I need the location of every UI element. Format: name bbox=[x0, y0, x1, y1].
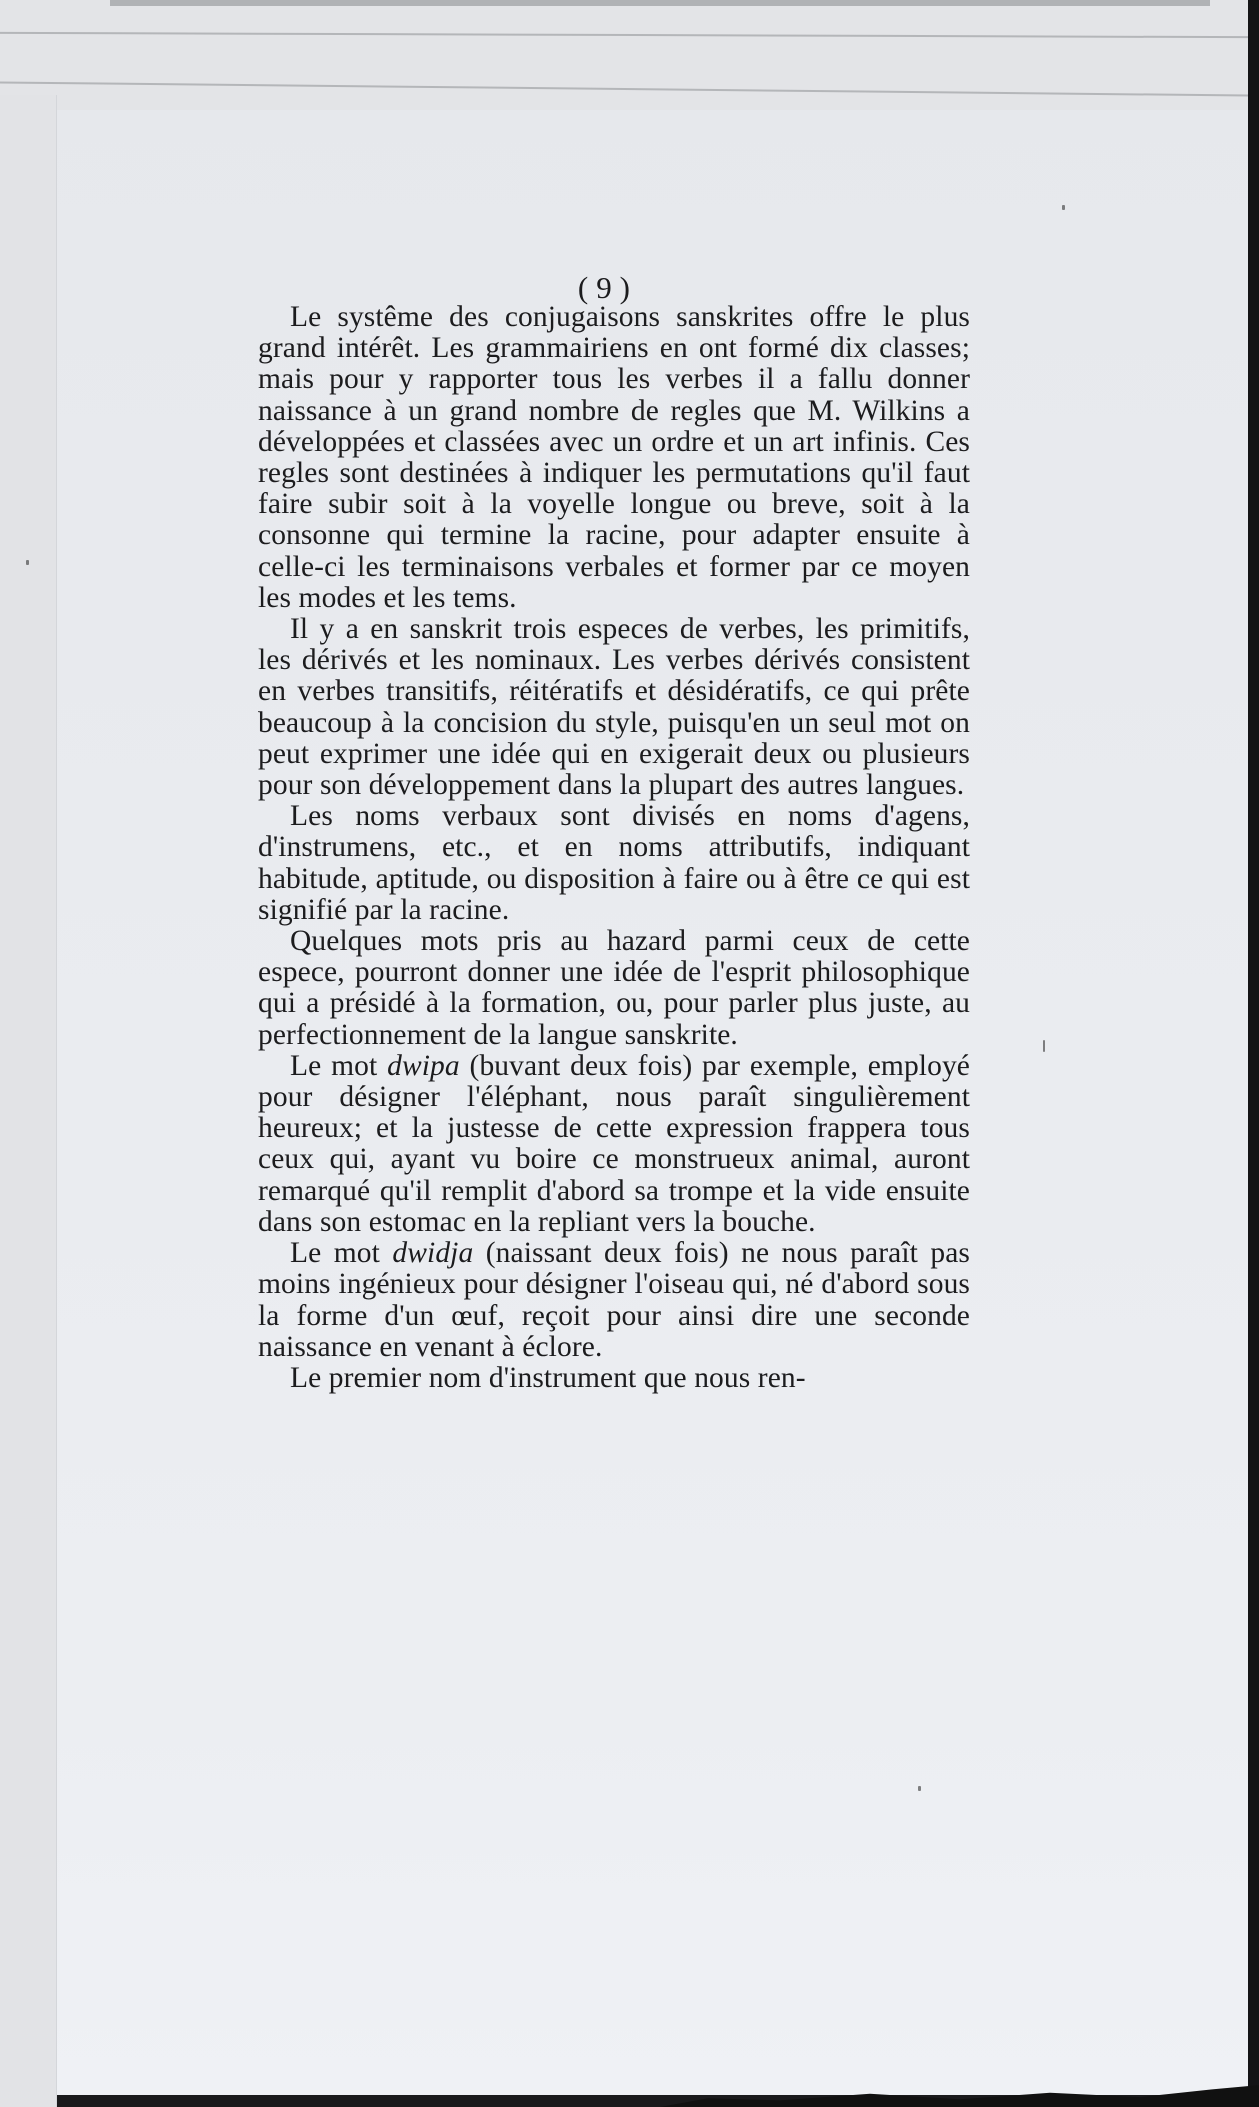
paper-speck bbox=[26, 560, 29, 565]
paragraph-random-words: Quelques mots pris au hazard parmi ceux de cette espece, pourront donner une idée de l'esprit philosophique qui a présidé à la formation, ou, pour parler plus juste, au perfectionnement de la langue sanskrite. bbox=[258, 925, 970, 1051]
left-page-margin-strip bbox=[0, 95, 57, 2107]
paragraph-conjugations: Le systême des conjugaisons sanskrites offre le plus grand intérêt. Les grammairiens en ont formé dix classes; mais pour y rapporter tous les verbes il a fallu donner naissance à un grand nombre de regles que M. Wilkins a développées et classées avec un ordre et un art infinis. Ces regles sont destinées à indiquer les permutations qu'il faut faire subir soit à la voyelle longue ou breve, soit à la consonne qui termine la racine, pour adapter ensuite à celle-ci les terminaisons verbales et former par ce moyen les modes et les tems. bbox=[258, 301, 970, 614]
term-dwidja: dwidja bbox=[392, 1237, 474, 1270]
paragraph-dwidja bbox=[258, 1238, 970, 1363]
paper-speck bbox=[1062, 205, 1065, 210]
top-edge-shadow bbox=[110, 0, 1210, 6]
paragraph-verb-types: Il y a en sanskrit trois especes de verbes, les primitifs, les dérivés et les nominaux. Les verbes dérivés consistent en verbes transitifs, réitératifs et désidératifs, ce qui prête beaucoup à la concision du style, puisqu'en un seul mot on peut exprimer une idée qui en exigerait deux ou plusieurs pour son développement dans la plupart des autres langues. bbox=[258, 613, 970, 802]
page-text-block bbox=[258, 272, 970, 1394]
right-background-edge bbox=[1248, 0, 1259, 2107]
paper-speck bbox=[1043, 1040, 1045, 1052]
term-dwipa: dwipa bbox=[387, 1049, 460, 1082]
paragraph-dwidja-body: (naissant deux fois) ne nous paraît pas moins ingénieux pour désigner l'oiseau qui, né d'abord sous la forme d'un œuf, reçoit pour ainsi dire une seconde naissance en venant à éclore. bbox=[258, 1237, 970, 1363]
paragraph-dwipa bbox=[258, 1051, 970, 1238]
paragraph-dwipa-lead: Le mot bbox=[290, 1049, 388, 1082]
page-number: ( 9 ) bbox=[577, 270, 631, 305]
paragraph-dwidja-lead: Le mot bbox=[290, 1237, 393, 1270]
paper-speck bbox=[918, 1786, 921, 1791]
paragraph-verbal-nouns: Les noms verbaux sont divisés en noms d'agens, d'instrumens, etc., et en noms attributifs, indiquant habitude, aptitude, ou disposition à faire ou à être ce qui est signifié par la racine. bbox=[258, 800, 970, 926]
paragraph-instrument-noun: Le premier nom d'instrument que nous ren- bbox=[290, 1361, 806, 1394]
paragraph-dwipa-body: (buvant deux fois) par exemple, employé pour désigner l'éléphant, nous paraît singulièrement heureux; et la justesse de cette expression frappera tous ceux qui, ayant vu boire ce monstrueux animal, auront remarqué qu'il remplit d'abord sa trompe et la vide ensuite dans son estomac en la repliant vers la bouche. bbox=[258, 1049, 970, 1238]
